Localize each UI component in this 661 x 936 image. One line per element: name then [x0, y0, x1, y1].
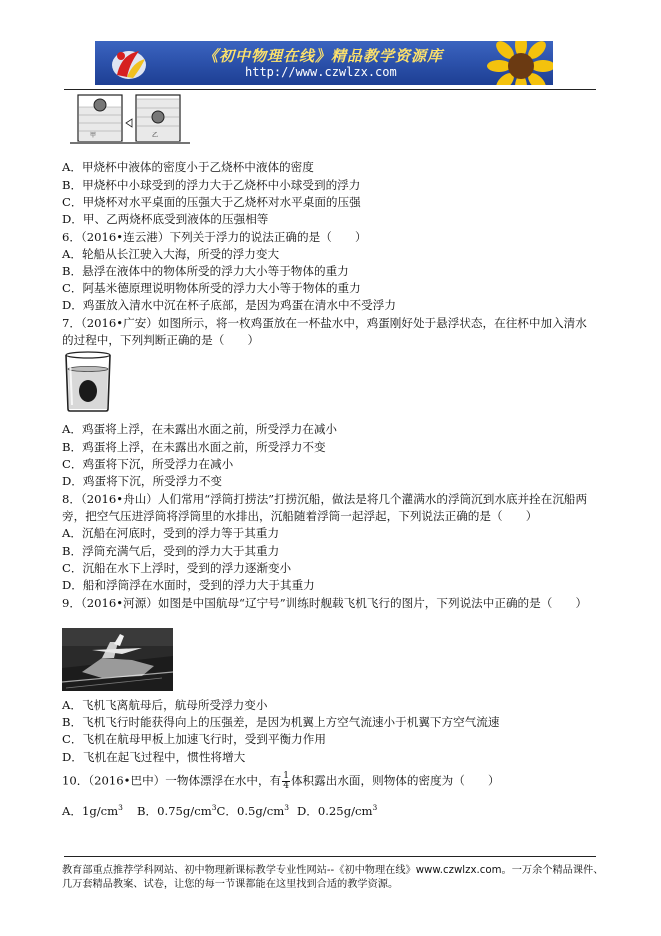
q8-option-a: A．沉船在河底时，受到的浮力等于其重力 — [62, 526, 280, 540]
q10-option-d: D．0.25g/cm — [296, 804, 373, 818]
q7-stem: 7．（2016•广安）如图所示，将一枚鸡蛋放在一杯盐水中，鸡蛋刚好处于悬浮状态，在往杯中加入清水 — [62, 316, 587, 330]
beaker-right — [136, 95, 180, 141]
q7-option-b: B．鸡蛋将上浮，在未露出水面之前，所受浮力不变 — [62, 440, 326, 454]
banner-title: 《初中物理在线》精品教学资源库 — [203, 47, 444, 65]
header-rule — [64, 89, 596, 90]
q6-option-b: B．悬浮在液体中的物体所受的浮力大小等于物体的重力 — [62, 264, 349, 278]
q7-stem-cont: 的过程中，下列判断正确的是（ ） — [62, 333, 260, 347]
q9-option-a: A．飞机飞离航母后，航母所受浮力变小 — [62, 698, 268, 712]
q9-option-d: D．飞机在起飞过程中，惯性将增大 — [62, 750, 246, 764]
q10-option-c: C．0.5g/cm — [216, 804, 285, 818]
q7-option-d: D．鸡蛋将下沉，所受浮力不变 — [62, 474, 223, 488]
q10-fraction — [282, 772, 290, 791]
beakers-figure — [70, 93, 190, 145]
q8-option-d: D．船和浮筒浮在水面时，受到的浮力大于其重力 — [62, 578, 315, 592]
q10-fraction-num: 1 — [283, 771, 289, 781]
q10-option-b-exp: 3 — [211, 803, 217, 812]
q10-stem-prefix: 10．（2016•巴中）一物体漂浮在水中，有 — [62, 773, 282, 788]
banner-url: http://www.czwlzx.com — [245, 65, 397, 79]
footer-line-2: 几万套精品教案、试卷，让您的每一节课都能在这里找到合适的教学资源。 — [62, 879, 399, 890]
beaker-right-label: 乙 — [152, 132, 159, 139]
q7-option-c: C．鸡蛋将下沉，所受浮力在减小 — [62, 457, 234, 471]
q10-option-a-exp: 3 — [118, 803, 123, 812]
q7-option-a: A．鸡蛋将上浮，在未露出水面之前，所受浮力在减小 — [62, 422, 338, 436]
q10-stem — [62, 772, 500, 791]
footer-line-1: 教育部重点推荐学科网站、初中物理新课标教学专业性网站--《初中物理在线》www.czwlzx.com。一万余个精品课件、 — [62, 865, 604, 876]
q5-option-c: C．甲烧杯对水平桌面的压强大于乙烧杯对水平桌面的压强 — [62, 195, 361, 209]
site-logo-icon — [109, 47, 149, 81]
q6-option-c: C．阿基米德原理说明物体所受的浮力大小等于物体的重力 — [62, 281, 361, 295]
q8-stem: 8．（2016•舟山）人们常用“浮筒打捞法”打捞沉船，做法是将几个灌满水的浮筒沉到水底并拴在沉船两 — [62, 492, 588, 506]
q5-option-d: D．甲、乙两烧杯底受到液体的压强相等 — [62, 212, 269, 226]
q8-option-c: C．沉船在水下上浮时，受到的浮力逐渐变小 — [62, 561, 292, 575]
q5-option-a: A．甲烧杯中液体的密度小于乙烧杯中液体的密度 — [62, 160, 314, 174]
q6-stem: 6．（2016•连云港）下列关于浮力的说法正确的是（ ） — [62, 230, 367, 244]
q9-option-c: C．飞机在航母甲板上加速飞行时，受到平衡力作用 — [62, 732, 326, 746]
carrier-photo — [62, 628, 173, 691]
q10-option-b: B．0.75g/cm — [136, 804, 212, 818]
q10-options — [62, 804, 377, 818]
beaker-left — [78, 95, 122, 141]
q8-option-b: B．浮筒充满气后，受到的浮力大于其重力 — [62, 544, 280, 558]
q9-stem: 9．（2016•河源）如图是中国航母“辽宁号”训练时舰载飞机飞行的图片，下列说法中正确的是（ ） — [62, 596, 588, 610]
sunflower-icon — [481, 41, 553, 85]
q6-option-a: A．轮船从长江驶入大海，所受的浮力变大 — [62, 247, 280, 261]
egg-beaker-figure — [62, 351, 114, 413]
q10-option-a: A．1g/cm — [62, 804, 119, 818]
q8-stem-cont: 旁，把空气压进浮筒将浮筒里的水排出，沉船随着浮筒一起浮起，下列说法正确的是（ ） — [62, 509, 538, 523]
q9-option-b: B．飞机飞行时能获得向上的压强差，是因为机翼上方空气流速小于机翼下方空气流速 — [62, 715, 500, 729]
q6-option-d: D．鸡蛋放入清水中沉在杯子底部，是因为鸡蛋在清水中不受浮力 — [62, 298, 396, 312]
footer-rule — [64, 856, 596, 857]
q10-option-d-exp: 3 — [372, 803, 378, 812]
q10-option-c-exp: 3 — [284, 803, 289, 812]
beaker-left-label: 甲 — [90, 132, 97, 139]
header-banner — [95, 41, 553, 85]
q5-option-b: B．甲烧杯中小球受到的浮力大于乙烧杯中小球受到的浮力 — [62, 178, 361, 192]
q10-fraction-den: 4 — [283, 781, 289, 791]
q10-stem-suffix: 体积露出水面，则物体的密度为（ ） — [290, 773, 500, 788]
